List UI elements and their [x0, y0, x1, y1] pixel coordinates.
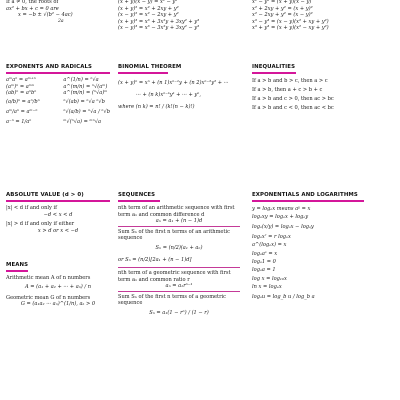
text-line: nth term of a geometric sequence with first	[118, 269, 231, 276]
formula-line: (ab)ⁿ = aⁿbⁿ	[6, 90, 37, 97]
formula-line: x = −b ± √(b² − 4ac)	[18, 12, 73, 19]
formula-line: (x + y)³ = x³ + 3x²y + 3xy² + y³	[118, 18, 200, 25]
divider	[118, 291, 240, 292]
section-title: SEQUENCES	[118, 192, 156, 198]
text-line: sequence	[118, 235, 143, 242]
text-line: If a ≠ 0, the roots of	[6, 0, 59, 5]
text-line: If a > b and c > 0, then ac > bc	[252, 96, 334, 102]
formula-line: (aᵐ)ⁿ = aᵐⁿ	[6, 83, 34, 90]
formula-line: x² − 2xy + y² = (x − y)²	[252, 12, 313, 19]
means-section	[6, 262, 110, 308]
formula-line: logₐa = 1	[252, 267, 276, 274]
inequalities-section	[252, 64, 392, 113]
title-underline	[6, 72, 110, 74]
formula-line: x > d or x < −d	[37, 227, 79, 234]
formula-line: (x − y)² = x² − 2xy + y²	[118, 12, 179, 19]
formula-line: a⁻ⁿ = 1/aⁿ	[6, 118, 32, 125]
formula-line: or Sₙ = (n/2)[2a₁ + (n − 1)d]	[118, 256, 192, 263]
text-line: sequence	[118, 300, 143, 307]
text-line: |x| < d if and only if	[6, 205, 58, 211]
divider	[118, 267, 240, 268]
text-line: nth term of an arithmetic sequence with first	[118, 205, 235, 211]
formula-line: G = (a₁a₂ ··· aₙ)^(1/n), aₖ > 0	[20, 301, 96, 308]
text-line: Sum Sₙ of the first n terms of an arithmetic	[118, 228, 230, 235]
formula-denominator: 2a	[58, 18, 64, 24]
formula-line: logₐ1 = 0	[252, 259, 276, 266]
text-line: ax² + bx + c = 0 are	[6, 5, 59, 12]
formula-line: aₙ = a₁ + (n − 1)d	[155, 218, 203, 225]
text-line: term a₁ and common difference d	[118, 211, 205, 218]
binomial-section	[118, 64, 240, 113]
formula-line: aₙ = a₁rⁿ⁻¹	[165, 283, 193, 290]
section-title: MEANS	[6, 262, 29, 268]
exponents-section	[6, 64, 110, 127]
formula-line: (x + y)(x − y) = x² − y²	[118, 0, 178, 5]
formula-line: x² + 2xy + y² = (x + y)²	[252, 5, 313, 12]
formula-line: logₐxy = logₐx + logₐy	[252, 214, 309, 221]
formula-line: ⁿ√(a/b) = ⁿ√a / ⁿ√b	[63, 108, 110, 115]
formula-line: logₐaˣ = x	[252, 250, 278, 257]
formula-line: log x = log₁₀x	[252, 275, 287, 282]
quadratic-formula	[6, 0, 73, 24]
text-line: If a > b and b > c, then a > c	[252, 78, 328, 84]
formula-line: A = (a₁ + a₂ + ··· + aₙ) / n	[24, 283, 92, 290]
text-line: term a₁ and common ratio r	[118, 276, 190, 283]
formula-line: (x + y)ⁿ = xⁿ + (n 1)xⁿ⁻¹y + (n 2)xⁿ⁻²y² + ···	[118, 80, 229, 86]
formula-line: x³ − y³ = (x − y)(x² + xy + y²)	[252, 18, 329, 25]
formula-line: a^(m/n) = (ⁿ√a)ᵐ	[63, 90, 108, 97]
section-title: BINOMIAL THEOREM	[118, 64, 182, 70]
section-title: EXPONENTIALS AND LOGARITHMS	[252, 192, 358, 198]
text-line: If a > b, then a + c > b + c	[252, 87, 323, 93]
factoring-special-forms	[252, 0, 329, 32]
divider	[118, 226, 240, 227]
formula-line: ln x = logₑx	[252, 284, 282, 291]
formula-line: (x − y)³ = x³ − 3x²y + 3xy² − y³	[118, 25, 200, 32]
exponentials-logarithms-section	[252, 192, 396, 303]
formula-line: aᵐ/aⁿ = aᵐ⁻ⁿ	[6, 108, 38, 115]
formula-line: where (n k) = n! / (k!(n − k)!)	[118, 104, 195, 110]
formula-line: a^(logₐx) = x	[252, 242, 287, 249]
formula-line: a^(1/n) = ⁿ√a	[63, 77, 99, 83]
formula-line: Sₙ = (n/2)(a₁ + aₙ)	[155, 244, 203, 251]
formula-line: y = logₐx means aʸ = x	[252, 206, 311, 212]
formula-line: ⁿ√(ab) = ⁿ√a ⁿ√b	[63, 98, 105, 105]
formula-line: aᵐaⁿ = aᵐ⁺ⁿ	[6, 77, 36, 83]
sequences-section	[118, 192, 240, 319]
text-line: Geometric mean G of n numbers	[6, 294, 91, 301]
formula-line: ᵐ√(ⁿ√a) = ᵐⁿ√a	[63, 118, 101, 125]
section-title: ABSOLUTE VALUE (d > 0)	[6, 192, 84, 198]
formula-line: x³ + y³ = (x + y)(x² − xy + y²)	[252, 25, 329, 32]
text-line: If a > b and c < 0, then ac < bc	[252, 105, 334, 111]
formula-line: logₐu = log_b u / log_b a	[252, 293, 315, 300]
formula-line: (x + y)² = x² + 2xy + y²	[118, 5, 179, 12]
section-title: EXPONENTS AND RADICALS	[6, 64, 92, 70]
formula-line: a^(m/n) = ⁿ√(aᵐ)	[63, 83, 108, 90]
factoring-expansions	[118, 0, 199, 32]
text-line: Sum Sₙ of the first n terms of a geometric	[118, 293, 227, 300]
formula-line: (a/b)ⁿ = aⁿ/bⁿ	[6, 98, 40, 105]
formula-line: x² − y² = (x + y)(x − y)	[252, 0, 312, 5]
formula-line: logₐ(x/y) = logₐx − logₐy	[252, 223, 314, 230]
section-title: INEQUALITIES	[252, 64, 296, 70]
text-line: |x| > d if and only if either	[6, 221, 75, 228]
absolute-value-section	[6, 192, 110, 234]
formula-line: logₐxʳ = r logₐx	[252, 233, 291, 240]
formula-line: Sₙ = a₁(1 − rⁿ) / (1 − r)	[149, 309, 209, 316]
text-line: Arithmetic mean A of n numbers	[6, 275, 91, 281]
formula-line: −d < x < d	[43, 211, 73, 218]
formula-line: ··· + (n k)xⁿ⁻ᵏyᵏ + ··· + yⁿ,	[136, 92, 201, 98]
